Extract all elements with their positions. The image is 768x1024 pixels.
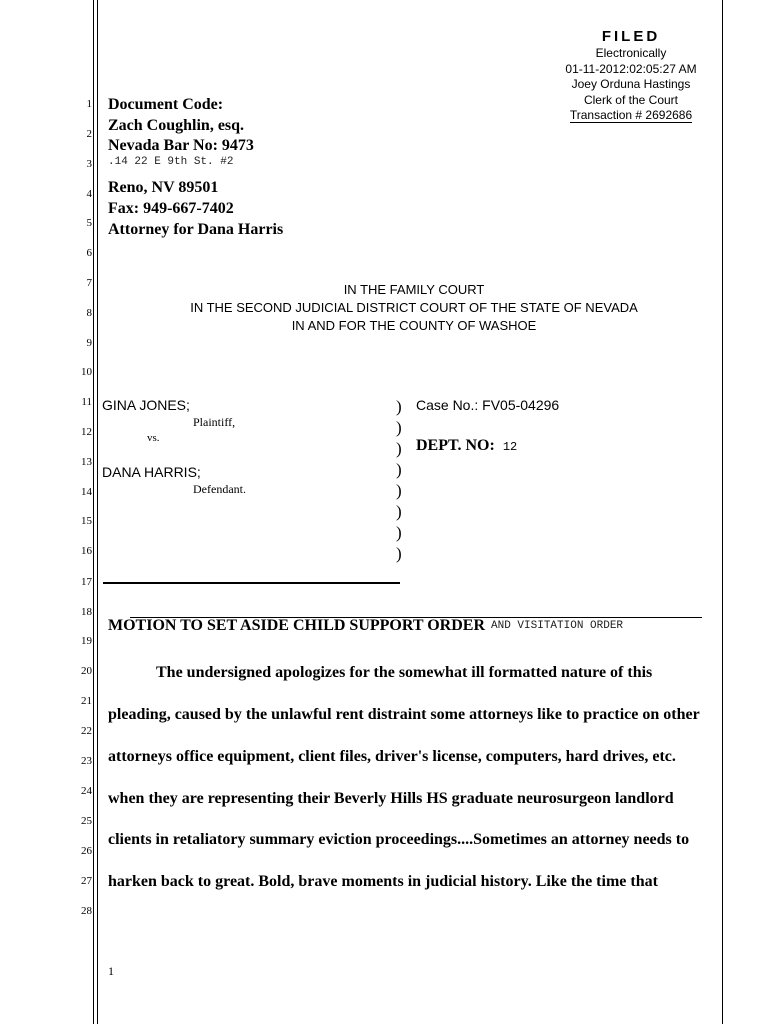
attorney-for: Attorney for Dana Harris [108,221,284,238]
line-number: 4 [86,188,92,200]
motion-title [108,617,623,635]
clerk-title: Clerk of the Court [583,92,679,107]
line-number: 26 [81,845,92,857]
motion-title-text: MOTION TO SET ASIDE CHILD SUPPORT ORDER [108,617,486,634]
case-number: Case No.: FV05-04296 [416,397,560,413]
line-number: 22 [81,725,92,737]
line-number: 19 [81,635,92,647]
body-line: The undersigned apologizes for the somewhat ill formatted nature of this [156,664,653,681]
line-number: 20 [81,665,92,677]
line-number: 9 [86,337,92,349]
body-line: harken back to great. Bold, brave moments in judicial history. Like the time that [108,873,658,890]
body-line: attorneys office equipment, client files, driver's license, computers, hard drives, etc. [108,748,676,765]
line-number: 24 [81,785,92,797]
filed-title: FILED [601,28,661,45]
body-line: clients in retaliatory summary eviction proceedings....Sometimes an attorney needs to [108,831,690,848]
line-number: 18 [81,606,92,618]
page-number: 1 [108,964,114,978]
transaction-number: Transaction # 2692686 [569,108,693,122]
line-number: 25 [81,815,92,827]
line-number: 23 [81,755,92,767]
line-number: 28 [81,905,92,917]
caption-paren: ) [396,481,402,500]
fax-number: Fax: 949-667-7402 [108,200,234,217]
line-number: 17 [81,576,92,588]
line-number: 16 [81,545,92,557]
caption-paren: ) [396,439,402,458]
caption-paren: ) [396,418,402,437]
filed-timestamp: 01-11-2012:02:05:27 AM [565,61,697,76]
motion-subtitle: AND VISITATION ORDER [491,620,624,632]
attorney-name: Zach Coughlin, esq. [108,117,245,134]
caption-paren: ) [396,523,402,542]
line-number: 10 [81,366,92,378]
caption-paren: ) [396,502,402,521]
line-number: 21 [81,695,92,707]
plaintiff-label: Plaintiff, [193,415,236,429]
left-margin-rule-inner [97,0,98,1024]
filed-stamp [556,28,706,124]
line-number: 27 [81,875,92,887]
caption-paren: ) [396,460,402,479]
department [416,437,517,455]
caption-paren: ) [396,397,402,416]
dept-label: DEPT. NO: [416,437,495,454]
street-address: .14 22 E 9th St. #2 [108,156,234,168]
line-number: 12 [81,426,92,438]
defendant-name: DANA HARRIS; [102,464,201,480]
court-heading-2: IN THE SECOND JUDICIAL DISTRICT COURT OF THE STATE OF NEVADA [190,300,638,315]
line-number: 6 [86,247,92,259]
line-number: 3 [86,158,92,170]
defendant-label: Defendant. [193,482,246,496]
line-number: 5 [86,217,92,229]
line-number: 1 [86,98,92,110]
bar-number: Nevada Bar No: 9473 [108,137,254,154]
city-state-zip: Reno, NV 89501 [108,179,219,196]
body-line: pleading, caused by the unlawful rent distraint some attorneys like to practice on other [108,706,700,723]
court-heading-1: IN THE FAMILY COURT [343,282,485,297]
line-number: 7 [86,277,92,289]
plaintiff-name: GINA JONES; [102,397,190,413]
versus-label: vs. [147,432,160,444]
clerk-name: Joey Orduna Hastings [571,77,691,91]
caption-rule [103,582,400,584]
document-code: Document Code: [108,96,224,113]
filed-electronically: Electronically [595,46,667,60]
line-number: 13 [81,456,92,468]
line-number: 8 [86,307,92,319]
body-line: when they are representing their Beverly Hills HS graduate neurosurgeon landlord [108,790,674,807]
line-number: 2 [86,128,92,140]
right-margin-rule [722,0,723,1024]
dept-value: 12 [502,440,518,454]
court-heading-3: IN AND FOR THE COUNTY OF WASHOE [291,318,537,333]
line-number: 11 [81,396,92,408]
left-margin-rule [93,0,94,1024]
line-number: 15 [81,515,92,527]
line-number: 14 [81,486,92,498]
caption-paren: ) [396,544,402,563]
